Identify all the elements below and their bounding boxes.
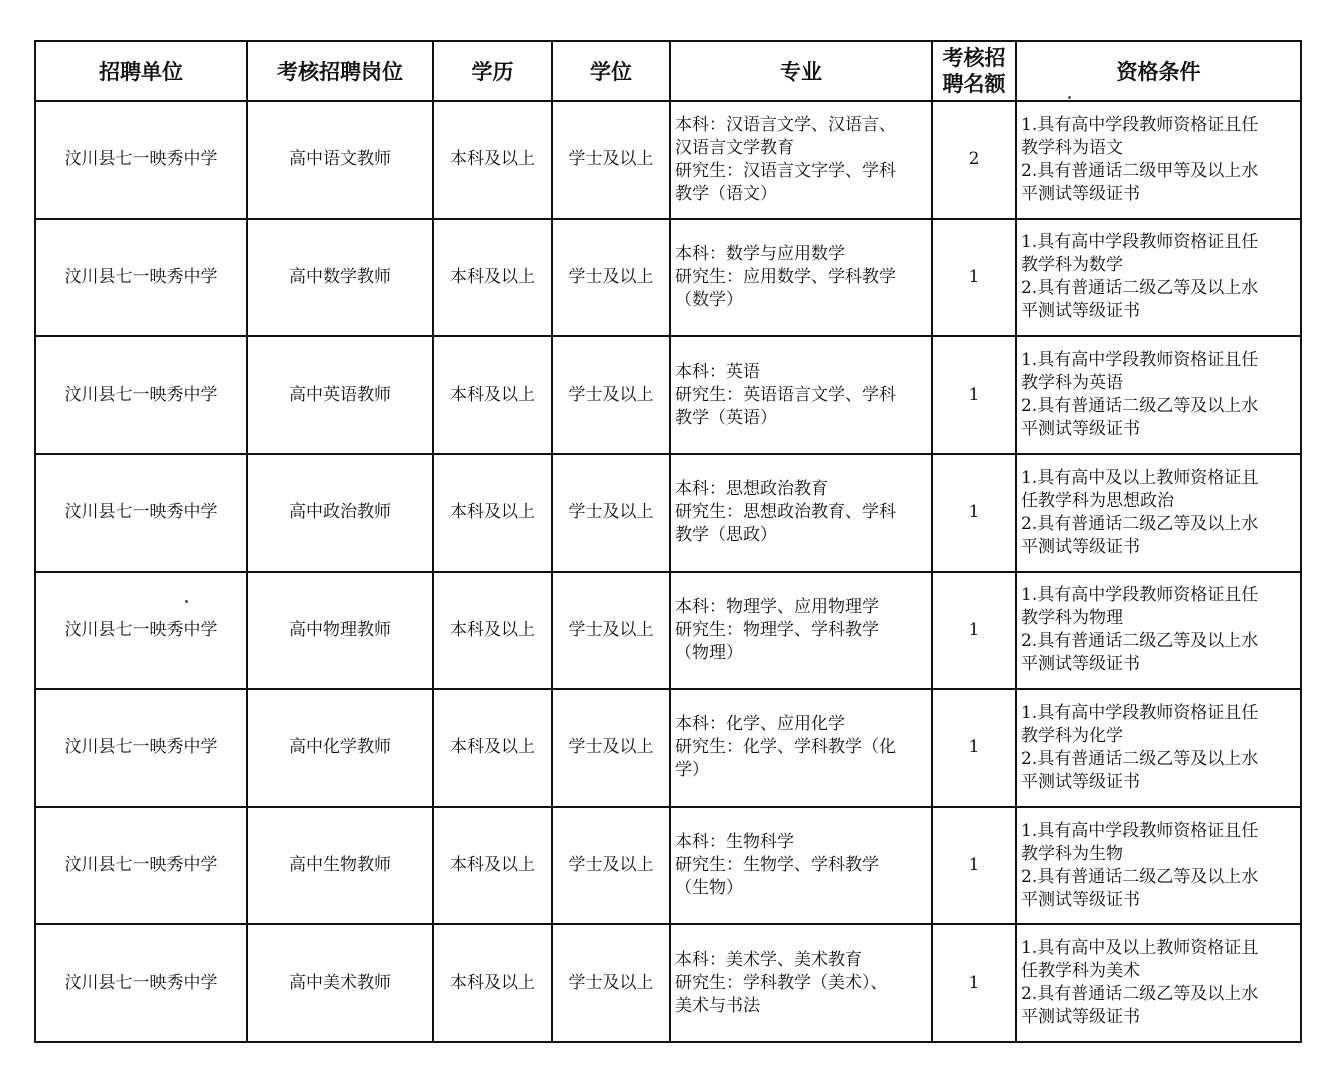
cell-unit: 汶川县七一映秀中学 xyxy=(35,336,247,454)
cell-major-line: 本科：思想政治教育 xyxy=(675,479,828,500)
cell-major-line: （物理） xyxy=(675,642,743,663)
cell-requirements-line: 任教学科为美术 xyxy=(1021,961,1140,982)
cell-requirements-line: 教学科为语文 xyxy=(1021,137,1123,158)
cell-requirements-line: 2.具有普通话二级乙等及以上水 xyxy=(1021,866,1259,887)
cell-education: 本科及以上 xyxy=(433,924,552,1042)
cell-major xyxy=(670,689,932,807)
cell-education: 本科及以上 xyxy=(433,219,552,337)
table-body xyxy=(35,101,1301,1042)
cell-requirements-line: 2.具有普通话二级乙等及以上水 xyxy=(1021,631,1259,652)
cell-requirements xyxy=(1016,924,1301,1042)
cell-requirements xyxy=(1016,807,1301,925)
header-requirements: 资格条件 xyxy=(1016,41,1301,101)
cell-requirements-line: 1.具有高中学段教师资格证且任 xyxy=(1021,585,1259,606)
cell-major-line: 学） xyxy=(675,760,709,781)
cell-major-line: 研究生：学科教学（美术）、 xyxy=(675,972,888,993)
cell-major-line: 研究生：汉语言文字学、学科 xyxy=(675,160,896,181)
cell-major-line: 研究生：物理学、学科教学 xyxy=(675,619,879,640)
cell-position: 高中语文教师 xyxy=(247,101,433,219)
cell-requirements xyxy=(1016,219,1301,337)
cell-degree: 学士及以上 xyxy=(552,924,670,1042)
cell-major xyxy=(670,219,932,337)
cell-degree: 学士及以上 xyxy=(552,101,670,219)
cell-requirements-line: 1.具有高中及以上教师资格证且 xyxy=(1021,467,1259,488)
cell-major-line: 研究生：思想政治教育、学科 xyxy=(675,502,896,523)
cell-degree: 学士及以上 xyxy=(552,807,670,925)
cell-requirements-line: 教学科为英语 xyxy=(1021,373,1123,394)
header-degree: 学位 xyxy=(552,41,670,101)
cell-major-line: 研究生：化学、学科教学（化 xyxy=(675,737,896,758)
cell-major xyxy=(670,924,932,1042)
cell-requirements xyxy=(1016,572,1301,690)
cell-quota: 1 xyxy=(932,924,1016,1042)
table-row xyxy=(35,101,1301,219)
cell-major-line: 本科：汉语言文学、汉语言、 xyxy=(675,114,896,135)
header-position: 考核招聘岗位 xyxy=(247,41,433,101)
scan-speck xyxy=(1068,96,1071,99)
cell-position: 高中生物教师 xyxy=(247,807,433,925)
cell-requirements-line: 2.具有普通话二级乙等及以上水 xyxy=(1021,748,1259,769)
cell-major-line: 本科：美术学、美术教育 xyxy=(675,949,862,970)
cell-requirements-line: 2.具有普通话二级乙等及以上水 xyxy=(1021,984,1259,1005)
cell-requirements xyxy=(1016,454,1301,572)
cell-major-line: 教学（思政） xyxy=(675,525,777,546)
cell-requirements-line: 教学科为数学 xyxy=(1021,255,1123,276)
cell-degree: 学士及以上 xyxy=(552,572,670,690)
cell-requirements-line: 1.具有高中学段教师资格证且任 xyxy=(1021,820,1259,841)
cell-major xyxy=(670,101,932,219)
cell-major-line: 研究生：英语语言文学、学科 xyxy=(675,384,896,405)
cell-requirements-line: 教学科为生物 xyxy=(1021,843,1123,864)
cell-major-line: 研究生：应用数学、学科教学 xyxy=(675,266,896,287)
cell-requirements-line: 1.具有高中及以上教师资格证且 xyxy=(1021,938,1259,959)
cell-degree: 学士及以上 xyxy=(552,689,670,807)
cell-position: 高中英语教师 xyxy=(247,336,433,454)
cell-education: 本科及以上 xyxy=(433,807,552,925)
header-quota-line2: 聘名额 xyxy=(942,72,1006,96)
cell-quota: 1 xyxy=(932,572,1016,690)
table-row xyxy=(35,336,1301,454)
header-quota-line1: 考核招 xyxy=(942,46,1006,70)
cell-unit: 汶川县七一映秀中学 xyxy=(35,219,247,337)
header-quota xyxy=(932,41,1016,101)
cell-requirements xyxy=(1016,689,1301,807)
cell-requirements-line: 平测试等级证书 xyxy=(1021,301,1140,322)
cell-major xyxy=(670,454,932,572)
cell-quota: 1 xyxy=(932,219,1016,337)
cell-education: 本科及以上 xyxy=(433,689,552,807)
cell-requirements-line: 2.具有普通话二级乙等及以上水 xyxy=(1021,278,1259,299)
cell-requirements-line: 平测试等级证书 xyxy=(1021,419,1140,440)
cell-major-line: 本科：化学、应用化学 xyxy=(675,714,845,735)
cell-requirements-line: 1.具有高中学段教师资格证且任 xyxy=(1021,702,1259,723)
cell-requirements-line: 1.具有高中学段教师资格证且任 xyxy=(1021,350,1259,371)
cell-requirements-line: 2.具有普通话二级甲等及以上水 xyxy=(1021,160,1259,181)
header-major: 专业 xyxy=(670,41,932,101)
cell-requirements-line: 平测试等级证书 xyxy=(1021,1007,1140,1028)
header-education: 学历 xyxy=(433,41,552,101)
table-row xyxy=(35,219,1301,337)
cell-requirements-line: 2.具有普通话二级乙等及以上水 xyxy=(1021,513,1259,534)
cell-degree: 学士及以上 xyxy=(552,454,670,572)
cell-major-line: 教学（语文） xyxy=(675,183,777,204)
cell-position: 高中美术教师 xyxy=(247,924,433,1042)
cell-quota: 1 xyxy=(932,689,1016,807)
cell-unit: 汶川县七一映秀中学 xyxy=(35,689,247,807)
cell-degree: 学士及以上 xyxy=(552,219,670,337)
cell-quota: 1 xyxy=(932,807,1016,925)
cell-requirements-line: 平测试等级证书 xyxy=(1021,654,1140,675)
cell-requirements-line: 平测试等级证书 xyxy=(1021,889,1140,910)
cell-position: 高中物理教师 xyxy=(247,572,433,690)
cell-unit: 汶川县七一映秀中学 xyxy=(35,101,247,219)
cell-requirements xyxy=(1016,101,1301,219)
cell-major-line: 汉语言文学教育 xyxy=(675,137,794,158)
cell-position: 高中数学教师 xyxy=(247,219,433,337)
cell-position: 高中化学教师 xyxy=(247,689,433,807)
cell-education: 本科及以上 xyxy=(433,454,552,572)
cell-quota: 2 xyxy=(932,101,1016,219)
cell-major xyxy=(670,807,932,925)
cell-major-line: 本科：英语 xyxy=(675,361,760,382)
cell-requirements-line: 平测试等级证书 xyxy=(1021,771,1140,792)
cell-requirements-line: 平测试等级证书 xyxy=(1021,183,1140,204)
table-row xyxy=(35,454,1301,572)
cell-major-line: 本科：物理学、应用物理学 xyxy=(675,596,879,617)
cell-position: 高中政治教师 xyxy=(247,454,433,572)
cell-education: 本科及以上 xyxy=(433,101,552,219)
table-row xyxy=(35,689,1301,807)
cell-major-line: 美术与书法 xyxy=(675,995,760,1016)
cell-unit: 汶川县七一映秀中学 xyxy=(35,924,247,1042)
cell-major xyxy=(670,336,932,454)
cell-major-line: 本科：生物科学 xyxy=(675,832,794,853)
cell-requirements-line: 1.具有高中学段教师资格证且任 xyxy=(1021,232,1259,253)
cell-major xyxy=(670,572,932,690)
cell-requirements xyxy=(1016,336,1301,454)
cell-requirements-line: 2.具有普通话二级乙等及以上水 xyxy=(1021,396,1259,417)
table-row xyxy=(35,807,1301,925)
cell-requirements-line: 平测试等级证书 xyxy=(1021,536,1140,557)
cell-major-line: 教学（英语） xyxy=(675,407,777,428)
scan-speck xyxy=(185,600,188,603)
cell-education: 本科及以上 xyxy=(433,336,552,454)
cell-major-line: 本科：数学与应用数学 xyxy=(675,243,845,264)
header-unit: 招聘单位 xyxy=(35,41,247,101)
cell-requirements-line: 教学科为化学 xyxy=(1021,725,1123,746)
cell-major-line: 研究生：生物学、学科教学 xyxy=(675,855,879,876)
cell-unit: 汶川县七一映秀中学 xyxy=(35,454,247,572)
cell-unit: 汶川县七一映秀中学 xyxy=(35,807,247,925)
cell-quota: 1 xyxy=(932,454,1016,572)
cell-quota: 1 xyxy=(932,336,1016,454)
cell-unit: 汶川县七一映秀中学 xyxy=(35,572,247,690)
recruitment-table xyxy=(34,40,1302,1043)
cell-degree: 学士及以上 xyxy=(552,336,670,454)
table-row xyxy=(35,924,1301,1042)
table-header-row xyxy=(35,41,1301,101)
cell-education: 本科及以上 xyxy=(433,572,552,690)
cell-requirements-line: 教学科为物理 xyxy=(1021,608,1123,629)
table-row xyxy=(35,572,1301,690)
cell-major-line: （数学） xyxy=(675,289,743,310)
cell-requirements-line: 1.具有高中学段教师资格证且任 xyxy=(1021,114,1259,135)
cell-requirements-line: 任教学科为思想政治 xyxy=(1021,490,1174,511)
cell-major-line: （生物） xyxy=(675,878,743,899)
